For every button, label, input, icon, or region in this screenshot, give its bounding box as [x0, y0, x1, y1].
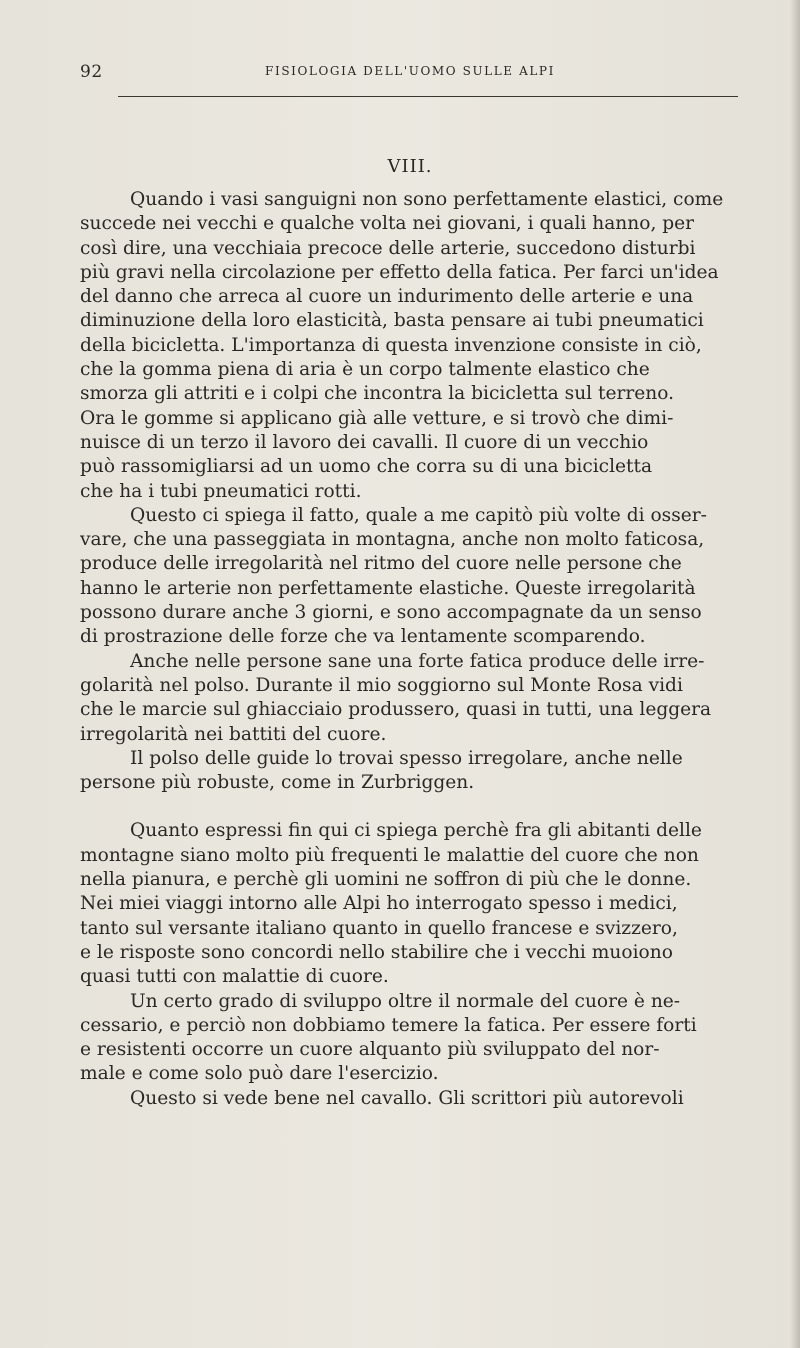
text-line: nella pianura, e perchè gli uomini ne soffron di più che le donne.: [80, 869, 692, 891]
text-line: Questo si vede bene nel cavallo. Gli scrittori più autorevoli: [130, 1087, 684, 1109]
text-line: Il polso delle guide lo trovai spesso irregolare, anche nelle: [130, 747, 683, 769]
text-line: Un certo grado di sviluppo oltre il normale del cuore è ne-: [130, 990, 681, 1012]
text-line: montagne siano molto più frequenti le malattie del cuore che non: [80, 844, 699, 866]
text-line: così dire, una vecchiaia precoce delle arterie, succedono disturbi: [80, 237, 696, 259]
section-heading: VIII.: [387, 156, 433, 177]
text-line: vare, che una passeggiata in montagna, anche non molto faticosa,: [80, 529, 705, 551]
text-line: golarità nel polso. Durante il mio soggiorno sul Monte Rosa vidi: [80, 674, 683, 696]
text-line: che le marcie sul ghiacciaio produssero, quasi in tutti, una leggera: [80, 699, 712, 721]
text-line: più gravi nella circolazione per effetto della fatica. Per farci un'idea: [80, 261, 719, 283]
text-line: tanto sul versante italiano quanto in quello francese e svizzero,: [80, 917, 678, 939]
text-line: possono durare anche 3 giorni, e sono accompagnate da un senso: [80, 602, 702, 624]
text-line: Quando i vasi sanguigni non sono perfettamente elastici, come: [130, 189, 724, 210]
page-header: [80, 58, 740, 84]
text-line: e resistenti occorre un cuore alquanto più sviluppato del nor-: [80, 1039, 660, 1061]
text-line: quasi tutti con malattie di cuore.: [80, 966, 389, 988]
body-text: [80, 188, 740, 1111]
text-line: e le risposte sono concordi nello stabilire che i vecchi muoiono: [80, 941, 673, 963]
text-line: persone più robuste, come in Zurbriggen.: [80, 772, 475, 794]
page-edge-shadow: [790, 0, 800, 1348]
text-line: della bicicletta. L'importanza di questa invenzione consiste in ciò,: [80, 334, 702, 356]
text-line: irregolarità nei battiti del cuore.: [80, 723, 387, 745]
text-line: Ora le gomme si applicano già alle vetture, e si trovò che dimi-: [80, 407, 674, 429]
header-rule: [118, 96, 738, 97]
paragraph-gap: [110, 795, 740, 819]
page-number: 92: [80, 62, 103, 82]
text-line: che la gomma piena di aria è un corpo talmente elastico che: [80, 359, 650, 381]
text-line: cessario, e perciò non dobbiamo temere la fatica. Per essere forti: [80, 1014, 697, 1036]
text-line: diminuzione della loro elasticità, basta pensare ai tubi pneumatici: [80, 310, 704, 332]
text-line: che ha i tubi pneumatici rotti.: [80, 480, 362, 502]
text-line: Quanto espressi fin qui ci spiega perchè fra gli abitanti delle: [130, 820, 702, 842]
text-line: nuisce di un terzo il lavoro dei cavalli. Il cuore di un vecchio: [80, 431, 649, 453]
text-line: Nei miei viaggi intorno alle Alpi ho interrogato spesso i medici,: [80, 893, 678, 915]
text-line: di prostrazione delle forze che va lentamente scomparendo.: [80, 626, 646, 648]
text-line: smorza gli attriti e i colpi che incontra la bicicletta sul terreno.: [80, 383, 675, 405]
text-line: produce delle irregolarità nel ritmo del cuore nelle persone che: [80, 553, 682, 575]
text-line: hanno le arterie non perfettamente elastiche. Queste irregolarità: [80, 577, 696, 599]
text-line: del danno che arreca al cuore un indurimento delle arterie e una: [80, 286, 694, 308]
text-line: può rassomigliarsi ad un uomo che corra su di una bicicletta: [80, 456, 653, 478]
text-line: Anche nelle persone sane una forte fatica produce delle irre-: [130, 650, 705, 672]
text-line: succede nei vecchi e qualche volta nei giovani, i quali hanno, per: [80, 213, 695, 235]
text-line: male e come solo può dare l'esercizio.: [80, 1063, 439, 1085]
text-line: Questo ci spiega il fatto, quale a me capitò più volte di osser-: [130, 504, 707, 526]
running-title: FISIOLOGIA DELL'UOMO SULLE ALPI: [265, 64, 555, 78]
